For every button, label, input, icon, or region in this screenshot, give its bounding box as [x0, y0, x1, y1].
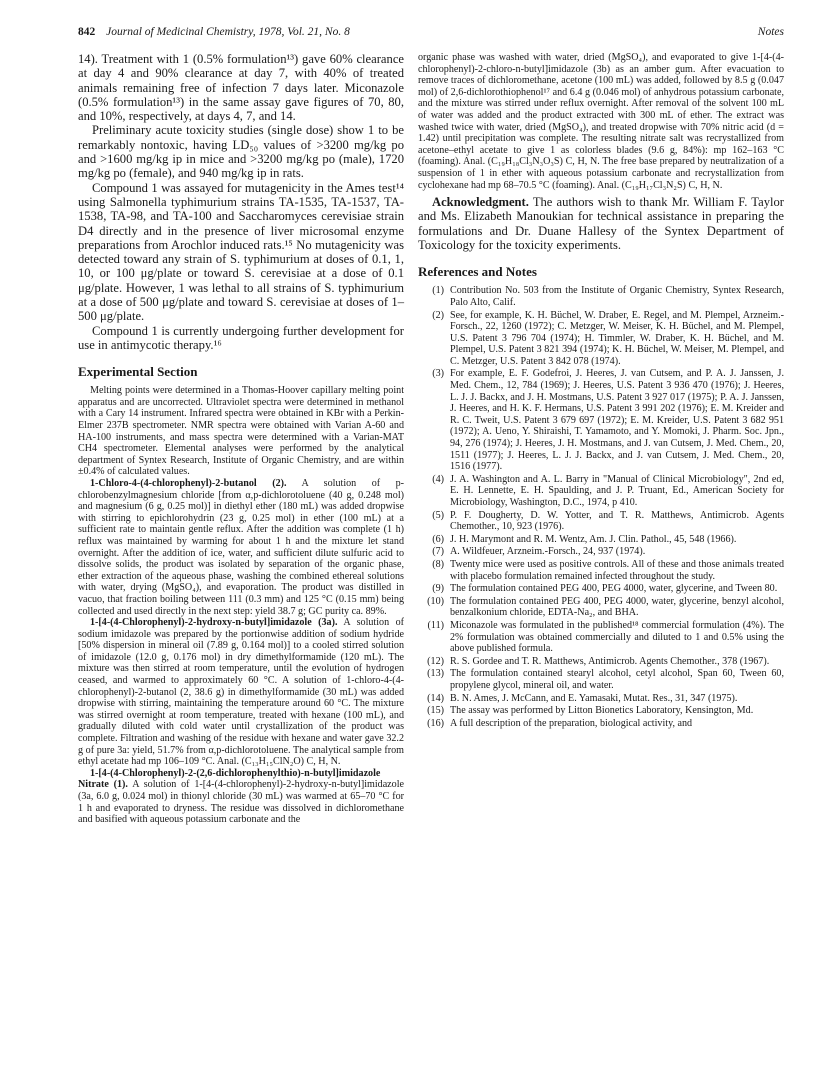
reference-text: The formulation contained PEG 400, PEG 4000, water, glycerine, and Tween 80.: [450, 583, 778, 595]
reference-text: P. F. Dougherty, D. W. Yotter, and T. R. Matthews, Antimicrob. Agents Chemother., 10, 923 (1976).: [450, 509, 784, 533]
experimental-paragraph: organic phase was washed with water, dried (MgSO₄), and evaporated to give 1-[4-(4-chlorophenyl)-2-chloro-n-butyl]imidazole (3b) as an amber gum. After evacuation to remove traces of dichloromethane, acetone (100 mL) was added, followed by 8.5 g (0.047 mol) of 2,6-dichlorothiophenol¹⁷ and 6.4 g (0.046 mol) of anhydrous potassium carbonate, and the mixture was stirred under reflux overnight. After removal of the solvent 100 mL of water was added and the product extracted with 300 mL of ether. The extract was washed twice with water, dried (MgSO₄), and treated dropwise with 70% nitric acid (d = 1.42) until precipitation was complete. The resulting nitrate salt was recrystallized from acetone–ethyl acetate to give 1 as colorless blades (9.6 g, 84%): mp 162–163 °C (foaming). Anal. (C₁₉H₁₈Cl₃N₃O₃S) C, H, N. The free base prepared by neutralization of a suspension of 1 in ether with aqueous potassium carbonate and recrystallization from cyclohexane had mp 68–70.5 °C (foaming). Anal. (C₁₉H₁₇Cl₃N₂S) C, H, N.: [418, 52, 784, 191]
procedure-text: A solution of 1-[4-(4-chlorophenyl)-2-hydroxy-n-butyl]imidazole (3a, 6.0 g, 0.024 mol) in thionyl chloride (30 mL) was warmed at 65–70 °C for 1 h and evaporated to dryness. The residue was dissolved in dichloromethane and basified with aqueous potassium carbonate and the: [78, 779, 404, 826]
experimental-paragraph: Melting points were determined in a Thomas-Hoover capillary melting point apparatus and are uncorrected. Ultraviolet spectra were determined in methanol with a Cary 14 instrument. Infrared spectra were obtained in KBr with a Perkin-Elmer 237B spectrometer. NMR spectra were obtained with Varian A-60 and HA-100 instruments, and mass spectra were determined with a Varian-MAT CH4 spectrometer. Elemental analyses were performed by the analytical department of Syntex Research, Institute of Organic Chemistry, and are within ±0.4% of calculated values.: [78, 385, 404, 478]
body-paragraph: Compound 1 was assayed for mutagenicity in the Ames test¹⁴ using Salmonella typhimurium strains TA-1535, TA-1537, TA-1538, TA-98, and TA-100 and Saccharomyces cerevisiae strain D4 directly and in the presence of liver microsomal enzyme preparations from Arochlor induced rats.¹⁵ No mutagenicity was detected toward any strain of S. typhimurium at doses of 0.1, 1, 10, or 100 μg/plate or toward S. cerevisiae at a dose of 0.1 μg/plate. However, 1 was lethal to all strains of S. typhimurium at a dose of 500 μg/plate and toward S. cerevisiae at doses of 1–500 μg/plate.: [78, 180, 404, 324]
reference-number: (6): [432, 533, 444, 545]
procedure-text: A solution of sodium imidazole was prepared by the portionwise addition of sodium hydride [50% dispersion in mineral oil (7.89 g, 0.164 mol)] to a cooled stirred solution of imidazole (12.0 g, 0.176 mol) in dry dimethylformamide (120 mL). The mixture was then stirred at room temperature, until the evolution of hydrogen ceased, and warmed to approximately 60 °C. A solution of 1-chloro-4-(4-chlorophenyl)-2-butanol (2, 38.6 g) in dimethylformamide (30 mL) was added dropwise with stirring, maintaining the temperature around 60 °C. The mixture was stirred overnight at room temperature, treated with hexane (100 mL), and gradually diluted with cold water until crystallization of the product was complete. Filtration and washing of the residue with hexane and water gave 32.2 g of pure 3a: yield, 51.7% from α,p-dichlorotoluene. The analytical sample from ethyl acetate had mp 106–109 °C. Anal. (C₁₃H₁₅ClN₂O) C, H, N.: [78, 617, 404, 768]
reference-item: [418, 693, 784, 705]
reference-number: (14): [427, 692, 444, 704]
reference-number: (1): [432, 285, 444, 297]
journal-citation: Journal of Medicinal Chemistry, 1978, Vol. 21, No. 8: [106, 26, 350, 38]
reference-item: [418, 718, 784, 730]
reference-number: (2): [432, 309, 444, 321]
body-paragraph: Compound 1 is currently undergoing further development for use in antimycotic therapy.¹⁶: [78, 323, 404, 352]
reference-text: R. S. Gordee and T. R. Matthews, Antimicrob. Agents Chemother., 378 (1967).: [450, 655, 770, 667]
procedure-text: A solution of p-chlorobenzylmagnesium chloride [from α,p-dichlorotoluene (40 g, 0.248 mol) and magnesium (6 g, 0.25 mol)] in diethyl ether (180 mL) was added dropwise with stirring to epichlorohydrin (23 g, 0.25 mol) in ether (100 mL) at a sufficient rate to maintain gentle reflux. After the addition was complete (1 h) reflux was maintained by warming for about 1 h and the mixture let stand overnight. After the addition of ice, water, and sufficient dilute sulfuric acid to dissolve solids, the product was isolated by separation of the organic phase, ether extraction of the aqueous phase, washing the combined ethereal solutions with water, drying (MgSO₄), and evaporation. The product was distilled in vacuo, that fraction boiling between 111 (0.3 mm) and 125 °C (0.15 mm) being collected and used directly in the next step: yield 38.7 g; GC purity ca. 89%.: [78, 477, 405, 617]
reference-item: [418, 583, 784, 595]
reference-item: [418, 534, 784, 546]
acknowledgment: [418, 195, 784, 252]
reference-text: Contribution No. 503 from the Institute of Organic Chemistry, Syntex Research, Palo Alto, Calif.: [450, 285, 784, 308]
reference-number: (7): [432, 546, 444, 558]
reference-text: Twenty mice were used as positive controls. All of these and those animals treated with placebo formulation remained infected throughout the study.: [450, 558, 784, 582]
reference-item: [418, 368, 784, 472]
running-header: [78, 26, 784, 42]
left-column: [78, 52, 404, 826]
reference-item: [418, 310, 784, 368]
compound-heading: 1-[4-(4-Chlorophenyl)-2-hydroxy-n-butyl]imidazole (3a).: [90, 617, 338, 629]
reference-item: [418, 668, 784, 691]
references-heading: References and Notes: [418, 264, 537, 280]
reference-number: (15): [427, 705, 444, 717]
section-heading: Experimental Section: [78, 364, 198, 380]
reference-text: A. Wildfeuer, Arzneim.-Forsch., 24, 937 (1974).: [450, 546, 646, 558]
reference-text: B. N. Ames, J. McCann, and E. Yamasaki, Mutat. Res., 31, 347 (1975).: [450, 692, 738, 704]
body-paragraph: Preliminary acute toxicity studies (single dose) show 1 to be remarkably nontoxic, having LD₅₀ values of >3200 mg/kg po and >1600 mg/kg ip in mice and >3200 mg/kg po (male), 1720 mg/kg po (female), and 940 mg/kg ip in rats.: [78, 123, 404, 181]
reference-number: (5): [432, 509, 444, 521]
reference-item: [418, 285, 784, 308]
reference-item: [418, 510, 784, 533]
reference-number: (4): [432, 473, 444, 485]
acknowledgment-heading: Acknowledgment.: [432, 195, 529, 210]
section-label: Notes: [757, 26, 784, 38]
reference-item: [418, 705, 784, 717]
reference-number: (13): [427, 668, 444, 680]
references-list: [418, 285, 784, 729]
reference-text: A full description of the preparation, biological activity, and: [450, 717, 693, 729]
experimental-paragraph: [78, 478, 404, 617]
reference-text: J. H. Marymont and R. M. Wentz, Am. J. Clin. Pathol., 45, 548 (1966).: [450, 533, 737, 545]
reference-item: [418, 546, 784, 558]
body-paragraph: 14). Treatment with 1 (0.5% formulation¹³) gave 60% clearance at day 4 and 90% clearance at day 7, with 40% of treated animals remaining free of infection 7 days later. Miconazole (0.5% formulation¹³) in the same assay gave figures of 70, 80, and 10%, respectively, at days 4, 7, and 14.: [78, 52, 404, 124]
reference-text: The assay was performed by Litton Bionetics Laboratory, Kensington, Md.: [450, 705, 754, 717]
compound-heading: 1-[4-(4-Chlorophenyl)-2-(2,6-dichlorophenylthio)-n-butyl]imidazole Nitrate (1).: [78, 767, 381, 791]
reference-text: The formulation contained stearyl alcohol, cetyl alcohol, Span 60, Tween 60, propylene glycol, mineral oil, and water.: [450, 668, 784, 691]
reference-item: [418, 559, 784, 582]
reference-number: (12): [427, 655, 444, 667]
experimental-paragraph: [78, 617, 404, 768]
reference-text: The formulation contained PEG 400, PEG 4000, water, glycerine, benzyl alcohol, benzalkonium chloride, EDTA-Na₂, and BHA.: [450, 595, 784, 619]
acknowledgment-text: The authors wish to thank Mr. William F. Taylor and Ms. Elizabeth Manoukian for technical assistance in preparing the formulations and Dr. Duane Hallesy of the Syntex Department of Toxicology for the toxicity experiments.: [418, 195, 784, 253]
reference-number: (3): [432, 368, 444, 380]
right-column: [418, 52, 784, 730]
reference-number: (16): [427, 717, 444, 729]
experimental-paragraph: [78, 768, 404, 826]
reference-number: (11): [427, 619, 444, 631]
reference-item: [418, 620, 784, 655]
reference-text: See, for example, K. H. Büchel, W. Draber, E. Regel, and M. Plempel, Arzneim.-Forsch., 22, 1260 (1972); C. Metzger, W. Meiser, K. H. Büchel, and M. Plempel, U.S. Patent 3 796 704 (1974); H. Timmler, W. Draber, K. H. Büchel, and M. Plempel, U.S. Patent 3 821 394 (1974); K. H. Büchel, W. Meiser, M. Plempel, and C. Metzger, U.S. Patent 3 842 078 (1974).: [450, 309, 784, 367]
reference-number: (8): [432, 558, 444, 570]
reference-item: [418, 474, 784, 509]
reference-number: (9): [432, 583, 444, 595]
reference-text: For example, E. F. Godefroi, J. Heeres, J. van Cutsem, and P. A. J. Janssen, J. Med. Chem., 12, 784 (1969); J. Heeres, U.S. Patent 3 936 470 (1976); J. Heeres, L. J. J. Backx, and J. H. Mostmans, U.S. Patent 3 927 017 (1975); P. A. J. Janssen, J. Heeres, and H. K. F. Hermans, U.S. Patent 3 991 202 (1976); E. M. Kreider and R. C. Tweit, U.S. Patent 3 679 697 (1972); E. M. Kreider, U.S. Patent 3 682 951 (1972); A. Ueno, Y. Shiraishi, T. Yamamoto, and Y. Momoki, J. Pharm. Soc. Jpn., 94, 276 (1974); J. Heeres, J. H. Mostmans, and J. van Cutsem, J. Med. Chem., 20, 1511 (1977); J. Heeres, L. J. J. Backx, and J. van Cutsem, J. Med. Chem., 20, 1516 (1977).: [450, 368, 784, 473]
reference-item: [418, 656, 784, 668]
reference-text: Miconazole was formulated in the published¹⁸ commercial formulation (4%). The 2% formulation was obtained commercially and diluted to 1 and 0.5% using the above published formula.: [450, 619, 784, 655]
reference-text: J. A. Washington and A. L. Barry in "Manual of Clinical Microbiology", 2nd ed, E. H. Lennette, E. H. Spaulding, and J. P. Truant, Ed., American Society for Microbiology, Washington, D.C., 1974, p 410.: [450, 473, 784, 508]
page-number: 842: [78, 26, 96, 38]
reference-item: [418, 596, 784, 619]
reference-number: (10): [427, 595, 444, 607]
compound-heading: 1-Chloro-4-(4-chlorophenyl)-2-butanol (2).: [90, 477, 287, 489]
